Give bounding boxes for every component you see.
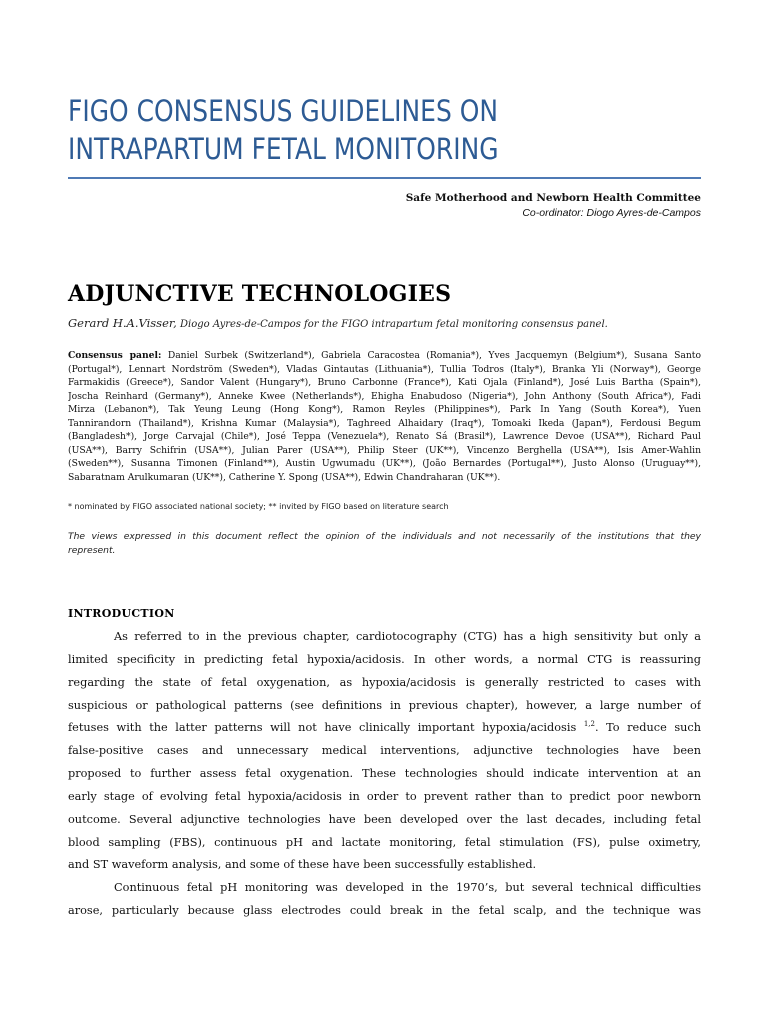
disclaimer-line-1: The views expressed in this document reflect the opinion of the individuals and not necessarily of the institutions that they	[68, 531, 701, 542]
document-title	[68, 92, 701, 168]
co-authors: Diogo Ayres-de-Campos for the FIGO intrapartum fetal monitoring consensus panel.	[176, 319, 608, 330]
authors-line	[68, 316, 708, 330]
panel-line: (Bangladesh*), Jorge Carvajal (Chile*), José Teppa (Venezuela*), Renato Sá (Brasil*), Lawrence Devoe (USA**), Richard Paul	[68, 431, 701, 443]
title-divider	[68, 177, 701, 179]
panel-line: (USA**), Barry Schifrin (USA**), Julian Parer (USA**), Philip Steer (UK**), Vincenzo Berghella (USA**), Isis Amer-Wahlin	[68, 444, 701, 456]
body-line: Continuous fetal pH monitoring was developed in the 1970’s, but several technical difficulties	[114, 881, 701, 895]
consensus-panel	[68, 349, 701, 484]
panel-line: Tannirandorn (Thailand*), Krishna Kumar (Malaysia*), Taghreed Alhaidary (Iraq*), Tomoaki Ikeda (Japan*), Ferdousi Begum	[68, 417, 701, 429]
body-line: As referred to in the previous chapter, cardiotocography (CTG) has a high sensitivity but only a	[114, 630, 701, 643]
panel-line: (Portugal*), Lennart Nordström (Sweden*), Vladas Gintautas (Lithuania*), Tullia Todros (Italy*), Branka Yli (Norway*), George	[68, 363, 701, 375]
title-line-2: INTRAPARTUM FETAL MONITORING	[68, 132, 499, 166]
body-line: regarding the state of fetal oxygenation, as hypoxia/acidosis is generally restricted to cases with	[68, 675, 701, 689]
committee-name: Safe Motherhood and Newborn Health Committee	[405, 192, 701, 204]
body-line: early stage of evolving fetal hypoxia/acidosis in order to prevent rather than to predict poor newborn	[68, 789, 701, 803]
panel-label: Consensus panel:	[68, 350, 162, 361]
body-line: proposed to further assess fetal oxygenation. These technologies should indicate intervention at an	[68, 767, 701, 781]
coordinator: Co-ordinator: Diogo Ayres-de-Campos	[522, 207, 701, 219]
section-title: ADJUNCTIVE TECHNOLOGIES	[68, 281, 452, 307]
body-line: and ST waveform analysis, and some of these have been successfully established.	[68, 858, 537, 872]
panel-line: Farmakidis (Greece*), Sandor Valent (Hungary*), Bruno Carbonne (France*), Kati Ojala (Finland*), José Luis Bartha (Spain*),	[68, 377, 701, 389]
title-line-1: FIGO CONSENSUS GUIDELINES ON	[68, 94, 498, 128]
panel-line: Sabaratnam Arulkumaran (UK**), Catherine Y. Spong (USA**), Edwin Chandraharan (UK**).	[68, 471, 501, 483]
nomination-footnote: * nominated by FIGO associated national society; ** invited by FIGO based on literature search	[68, 502, 449, 511]
panel-line: Joscha Reinhard (Germany*), Anneke Kwee (Netherlands*), Ehigha Enabudoso (Nigeria*), John Anthony (South Africa*), Fadi	[68, 390, 701, 402]
panel-line: (Sweden**), Susanna Timonen (Finland**), Austin Ugwumadu (UK**), (João Bernardes (Portugal**), Justo Alonso (Uruguay**),	[68, 458, 701, 470]
body-line: limited specificity in predicting fetal hypoxia/acidosis. In other words, a normal CTG is reassuring	[68, 652, 701, 666]
body-line: suspicious or pathological patterns (see definitions in previous chapter), however, a large number of	[68, 698, 701, 712]
body-line: arose, particularly because glass electrodes could break in the fetal scalp, and the technique was	[68, 904, 701, 918]
disclaimer	[68, 530, 701, 558]
citation: 1,2	[583, 720, 595, 729]
body-line: false-positive cases and unnecessary medical interventions, adjunctive technologies have been	[68, 744, 701, 758]
panel-line: Consensus panel: Daniel Surbek (Switzerland*), Gabriela Caracostea (Romania*), Yves Jacquemyn (Belgium*), Susana Santo	[68, 350, 701, 361]
body-line: fetuses with the latter patterns will not have clinically important hypoxia/acidosis $^{1,2}$. To reduce such	[68, 720, 701, 735]
body-line: blood sampling (FBS), continuous pH and lactate monitoring, fetal stimulation (FS), pulse oximetry,	[68, 835, 701, 849]
lead-author: Gerard H.A.Visser,	[68, 316, 177, 330]
panel-line: Mirza (Lebanon*), Tak Yeung Leung (Hong Kong*), Ramon Reyles (Philippines*), Park In Yang (South Korea*), Yuen	[68, 404, 701, 416]
body-line: outcome. Several adjunctive technologies have been developed over the last decades, including fetal	[68, 812, 701, 826]
disclaimer-line-2: represent.	[68, 545, 116, 556]
introduction-body	[68, 626, 701, 923]
introduction-heading: INTRODUCTION	[68, 607, 175, 620]
